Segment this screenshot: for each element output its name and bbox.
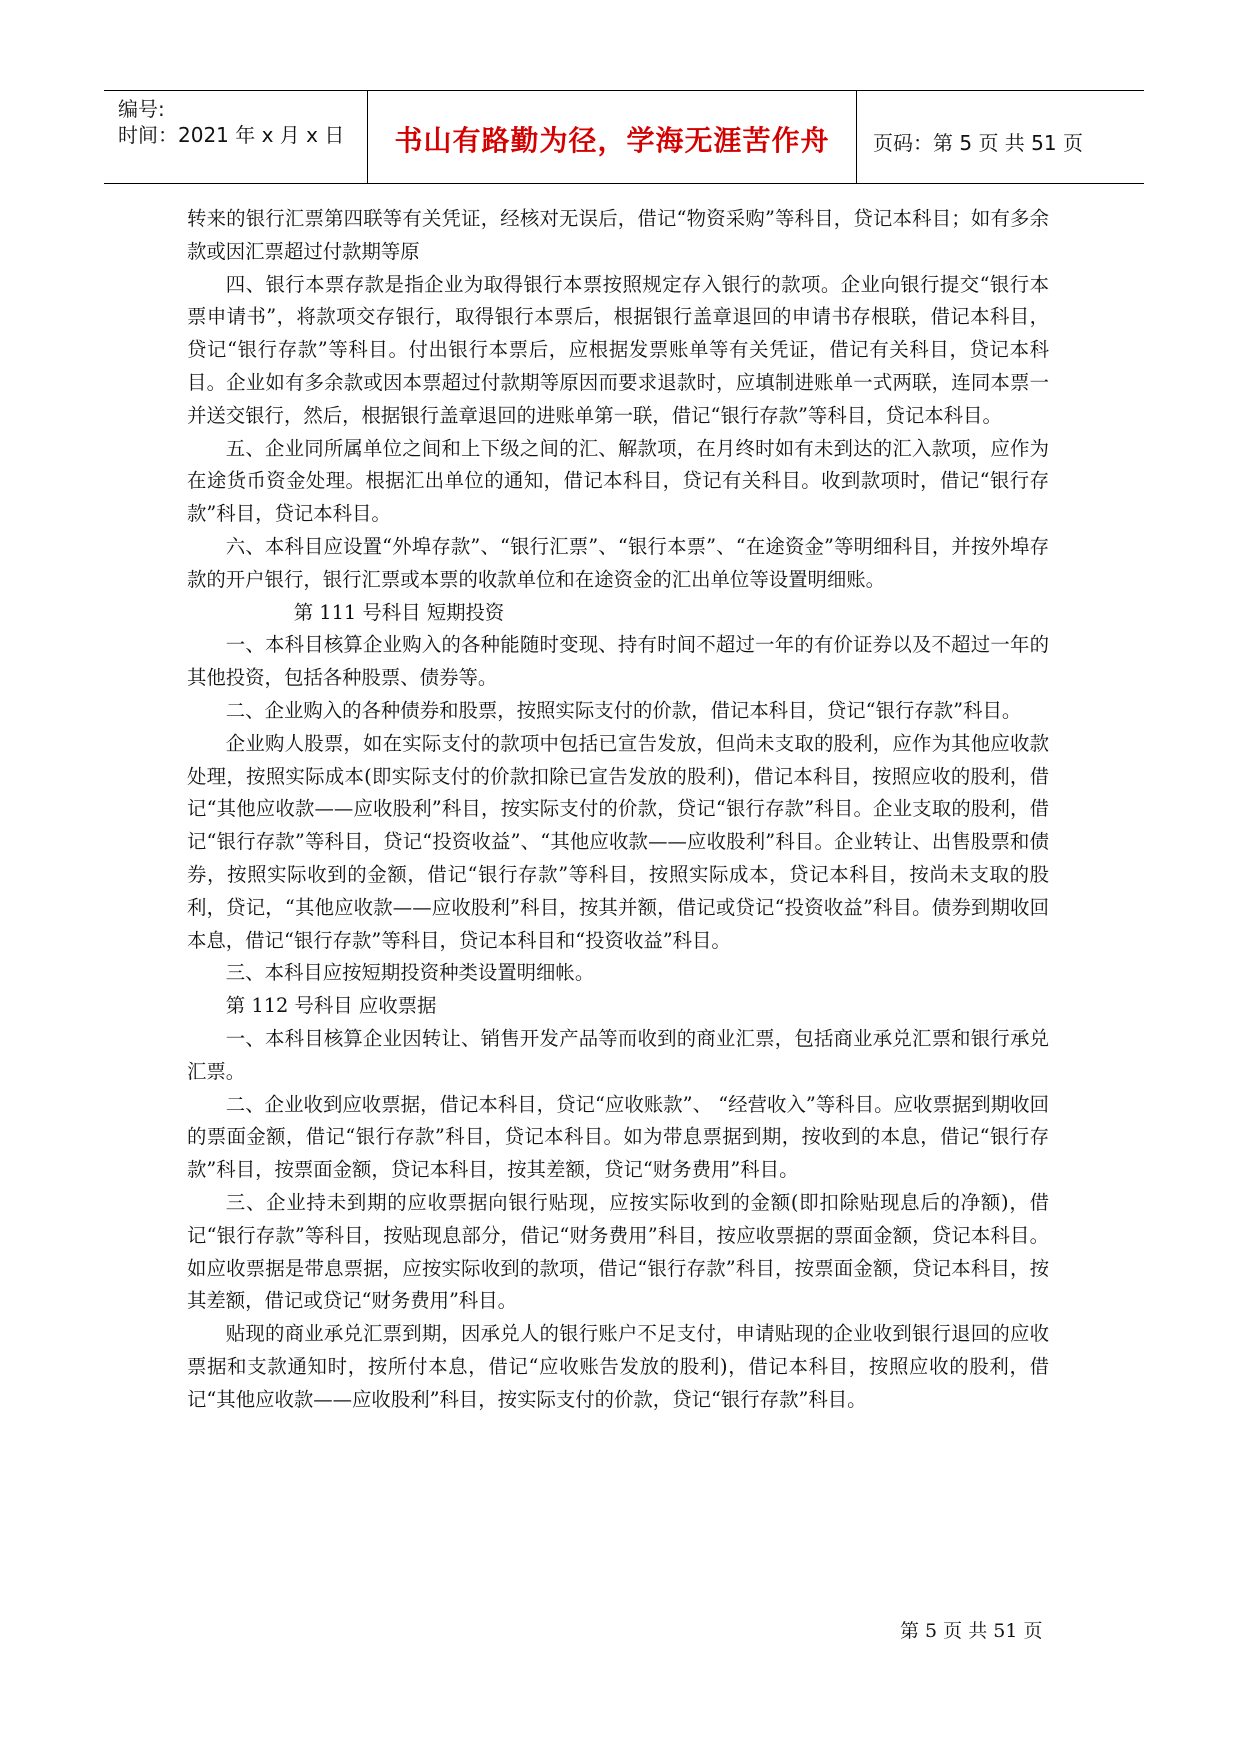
paragraph: 六、本科目应设置“外埠存款”、“银行汇票”、“银行本票”、“在途资金”等明细科目，并按外埠存款的开户银行，银行汇票或本票的收款单位和在途资金的汇出单位等设置明细账。 bbox=[187, 534, 1049, 591]
header-pagecode-cell bbox=[857, 91, 1144, 183]
paragraph: 一、本科目核算企业购入的各种能随时变现、持有时间不超过一年的有价证券以及不超过一年的其他投资，包括各种股票、债券等。 bbox=[187, 633, 1049, 690]
paragraph: 二、企业购入的各种债券和股票，按照实际支付的价款，借记本科目，贷记“银行存款”科目。 bbox=[225, 698, 1022, 722]
document-header bbox=[104, 90, 1144, 184]
section-heading-112: 第 112 号科目 应收票据 bbox=[225, 994, 437, 1018]
paragraph: 四、银行本票存款是指企业为取得银行本票按照规定存入银行的款项。企业向银行提交“银行本票申请书”，将款项交存银行，取得银行本票后，根据银行盖章退回的申请书存根联，借记本科目，贷记“银行存款”等科目。付出银行本票后，应根据发票账单等有关凭证，借记有关科目，贷记本科目。企业如有多余款或因本票超过付款期等原因而要求退款时，应填制进账单一式两联，连同本票一并送交银行，然后，根据银行盖章退回的进账单第一联，借记“银行存款”等科目，贷记本科目。 bbox=[187, 272, 1049, 427]
document-body bbox=[187, 203, 1049, 1416]
paragraph: 转来的银行汇票第四联等有关凭证，经核对无误后，借记“物资采购”等科目，贷记本科目；如有多余款或因汇票超过付款期等原 bbox=[187, 207, 1049, 263]
motto-text: 书山有路勤为径，学海无涯苦作舟 bbox=[394, 124, 830, 157]
paragraph: 三、本科目应按短期投资种类设置明细帐。 bbox=[225, 961, 595, 985]
serial-number-label: 编号: bbox=[118, 97, 165, 121]
page-code: 页码：第 5 页 共 51 页 bbox=[873, 131, 1083, 155]
time-label: 时间：2021 年 x 月 x 日 bbox=[118, 123, 345, 147]
paragraph: 贴现的商业承兑汇票到期，因承兑人的银行账户不足支付，申请贴现的企业收到银行退回的应收票据和支款通知时，按所付本息，借记“应收账告发放的股利)，借记本科目，按照应收的股利，借记“其他应收款——应收股利”科目，按实际支付的价款，贷记“银行存款”科目。 bbox=[187, 1322, 1049, 1411]
paragraph: 企业购人股票，如在实际支付的款项中包括已宣告发放，但尚未支取的股利，应作为其他应收款处理，按照实际成本(即实际支付的价款扣除已宣告发放的股利)，借记本科目，按照应收的股利，借记“其他应收款——应收股利”科目，按实际支付的价款，贷记“银行存款”科目。企业支取的股利，借记“银行存款”等科目，贷记“投资收益”、“其他应收款——应收股利”科目。企业转让、出售股票和债券，按照实际收到的金额，借记“银行存款”等科目，按照实际成本，贷记本科目，按尚未支取的股利，贷记，“其他应收款——应收股利”科目，按其并额，借记或贷记“投资收益”科目。债券到期收回本息，借记“银行存款”等科目，贷记本科目和“投资收益”科目。 bbox=[187, 731, 1049, 952]
header-meta-cell bbox=[104, 91, 367, 183]
paragraph: 五、企业同所属单位之间和上下级之间的汇、解款项，在月终时如有未到达的汇入款项，应作为在途货币资金处理。根据汇出单位的通知，借记本科目，贷记有关科目。收到款项时，借记“银行存款”科目，贷记本科目。 bbox=[187, 436, 1049, 526]
header-motto-cell bbox=[367, 91, 857, 183]
paragraph: 三、企业持未到期的应收票据向银行贴现，应按实际收到的金额(即扣除贴现息后的净额)，借记“银行存款”等科目，按贴现息部分，借记“财务费用”科目，按应收票据的票面金额，贷记本科目。如应收票据是带息票据，应按实际收到的款项，借记“银行存款”科目，按票面金额，贷记本科目，按其差额，借记或贷记“财务费用”科目。 bbox=[187, 1190, 1049, 1313]
paragraph: 一、本科目核算企业因转让、销售开发产品等而收到的商业汇票，包括商业承兑汇票和银行承兑汇票。 bbox=[187, 1026, 1049, 1083]
section-heading-111: 第 111 号科目 短期投资 bbox=[293, 600, 505, 624]
page-footer-number: 第 5 页 共 51 页 bbox=[900, 1620, 1043, 1642]
paragraph: 二、企业收到应收票据，借记本科目，贷记“应收账款”、 “经营收入”等科目。应收票据到期收回的票面金额，借记“银行存款”科目，贷记本科目。如为带息票据到期，按收到的本息，借记“银行存款”科目，按票面金额，贷记本科目，按其差额，贷记“财务费用”科目。 bbox=[187, 1092, 1049, 1182]
